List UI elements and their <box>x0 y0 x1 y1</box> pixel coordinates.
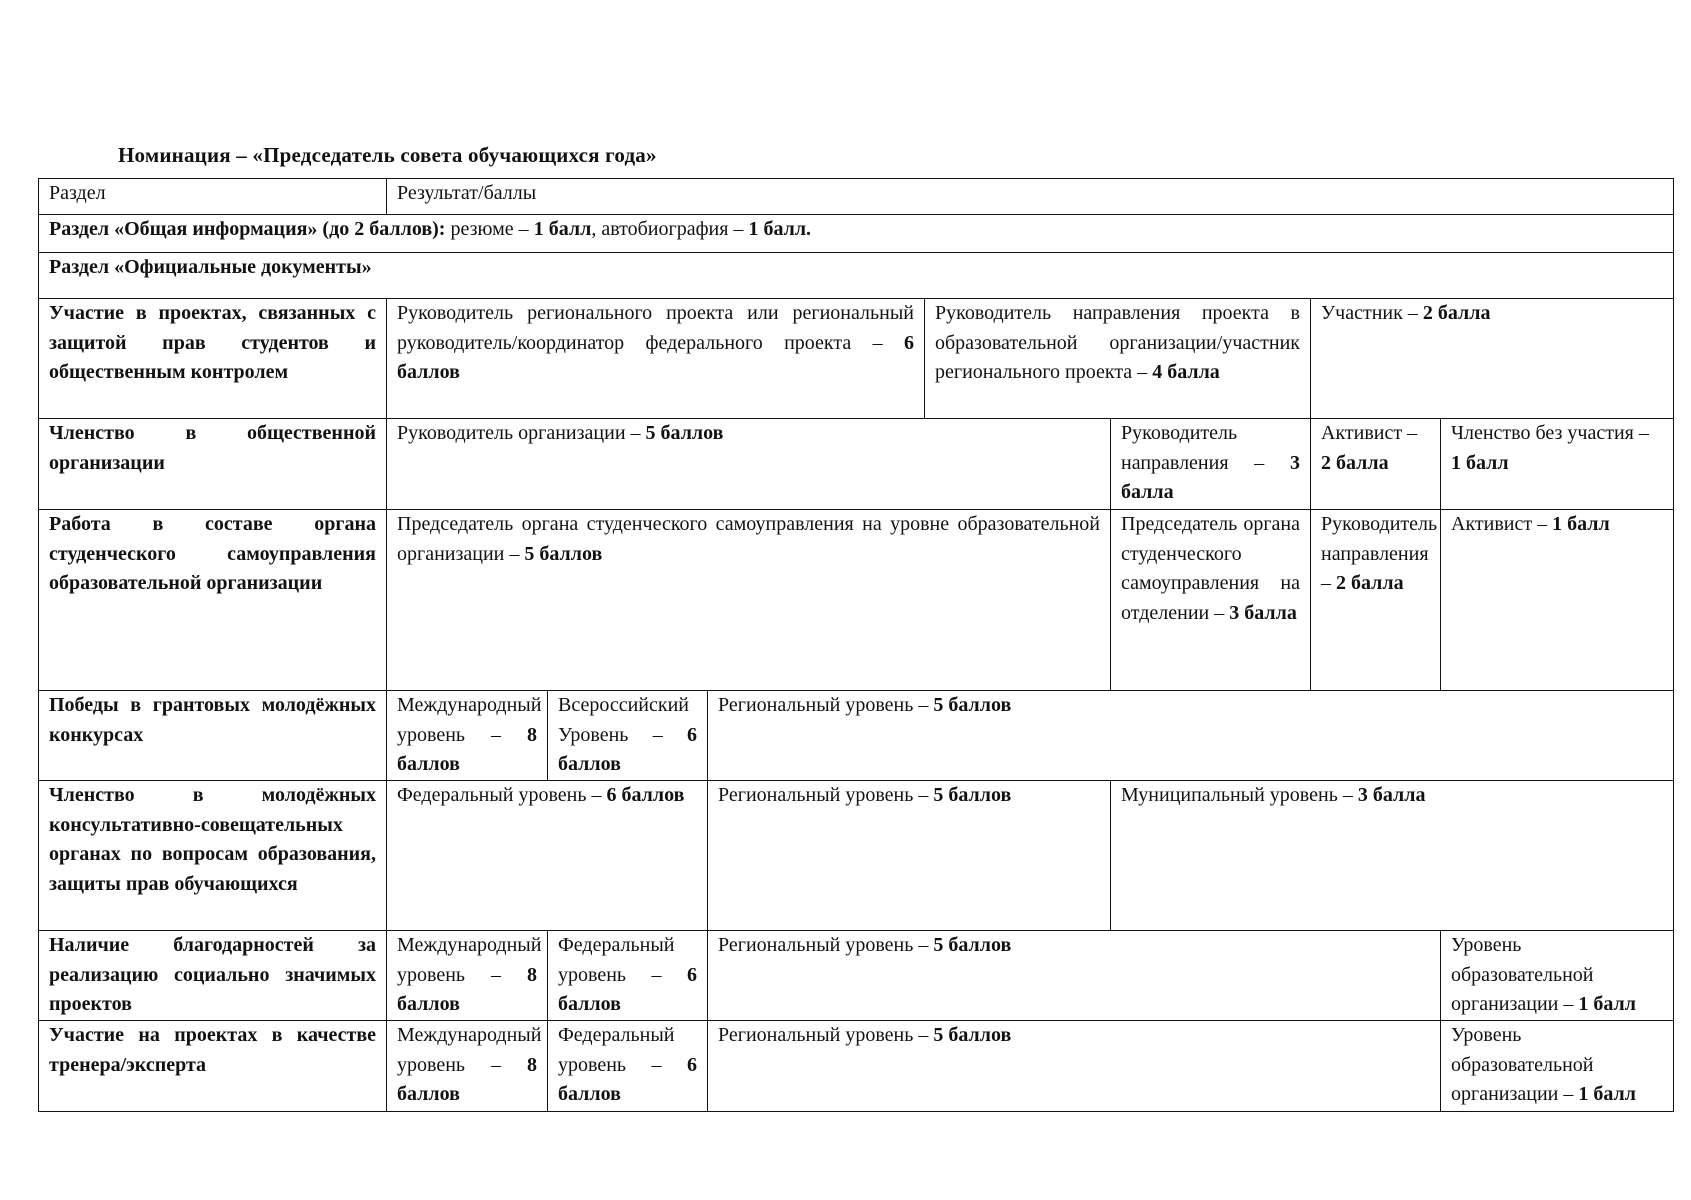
score-cell: Международный уровень – 8 баллов <box>387 1021 548 1112</box>
score-cell: Региональный уровень – 5 баллов <box>708 781 1111 931</box>
score-cell: Международный уровень – 8 баллов <box>387 931 548 1021</box>
score-cell: Членство без участия – 1 балл <box>1441 419 1674 510</box>
general-info-cell: Раздел «Общая информация» (до 2 баллов): резюме – 1 балл, автобиография – 1 балл. <box>39 215 1674 253</box>
header-row <box>39 179 1674 215</box>
score-cell: Федеральный уровень – 6 баллов <box>548 931 708 1021</box>
official-docs-row <box>39 253 1674 299</box>
score-cell: Активист – 1 балл <box>1441 510 1674 691</box>
table-row <box>39 299 1674 419</box>
score-cell: Уровень образовательной организации – 1 балл <box>1441 1021 1674 1112</box>
score-cell: Руководитель организации – 5 баллов <box>387 419 1111 510</box>
criterion-label: Работа в составе органа студенческого самоуправления образовательной организации <box>39 510 387 691</box>
criterion-label: Победы в грантовых молодёжных конкурсах <box>39 691 387 781</box>
score-cell: Руководитель направления – 2 балла <box>1311 510 1441 691</box>
header-result-cell: Результат/баллы <box>387 179 1674 215</box>
official-docs-cell: Раздел «Официальные документы» <box>39 253 1674 299</box>
score-cell: Региональный уровень – 5 баллов <box>708 691 1674 781</box>
score-cell: Всероссийский Уровень – 6 баллов <box>548 691 708 781</box>
score-cell: Международный уровень – 8 баллов <box>387 691 548 781</box>
table-row <box>39 691 1674 781</box>
table-row <box>39 510 1674 691</box>
criterion-label: Участие на проектах в качестве тренера/эксперта <box>39 1021 387 1112</box>
score-cell: Руководитель регионального проекта или региональный руководитель/координатор федерального проекта – 6 баллов <box>387 299 925 419</box>
document-title: Номинация – «Председатель совета обучающихся года» <box>118 143 657 167</box>
score-cell: Муниципальный уровень – 3 балла <box>1111 781 1674 931</box>
criterion-label: Участие в проектах, связанных с защитой прав студентов и общественным контролем <box>39 299 387 419</box>
score-cell: Активист – 2 балла <box>1311 419 1441 510</box>
score-cell: Председатель органа студенческого самоуправления на отделении – 3 балла <box>1111 510 1311 691</box>
general-info-row <box>39 215 1674 253</box>
score-cell: Уровень образовательной организации – 1 балл <box>1441 931 1674 1021</box>
score-cell: Федеральный уровень – 6 баллов <box>387 781 708 931</box>
table-row <box>39 419 1674 510</box>
criterion-label: Наличие благодарностей за реализацию социально значимых проектов <box>39 931 387 1021</box>
table-row <box>39 781 1674 931</box>
header-section-cell: Раздел <box>39 179 387 215</box>
criterion-label: Членство в молодёжных консультативно-совещательных органах по вопросам образования, защиты прав обучающихся <box>39 781 387 931</box>
score-cell: Федеральный уровень – 6 баллов <box>548 1021 708 1112</box>
score-cell: Руководитель направления проекта в образовательной организации/участник регионального проекта – 4 балла <box>925 299 1311 419</box>
score-cell: Участник – 2 балла <box>1311 299 1674 419</box>
criterion-label: Членство в общественной организации <box>39 419 387 510</box>
criteria-table <box>38 178 1674 1112</box>
score-cell: Руководитель направления – 3 балла <box>1111 419 1311 510</box>
table-row <box>39 1021 1674 1112</box>
score-cell: Региональный уровень – 5 баллов <box>708 931 1441 1021</box>
score-cell: Региональный уровень – 5 баллов <box>708 1021 1441 1112</box>
table-row <box>39 931 1674 1021</box>
score-cell: Председатель органа студенческого самоуправления на уровне образовательной организации – 5 баллов <box>387 510 1111 691</box>
